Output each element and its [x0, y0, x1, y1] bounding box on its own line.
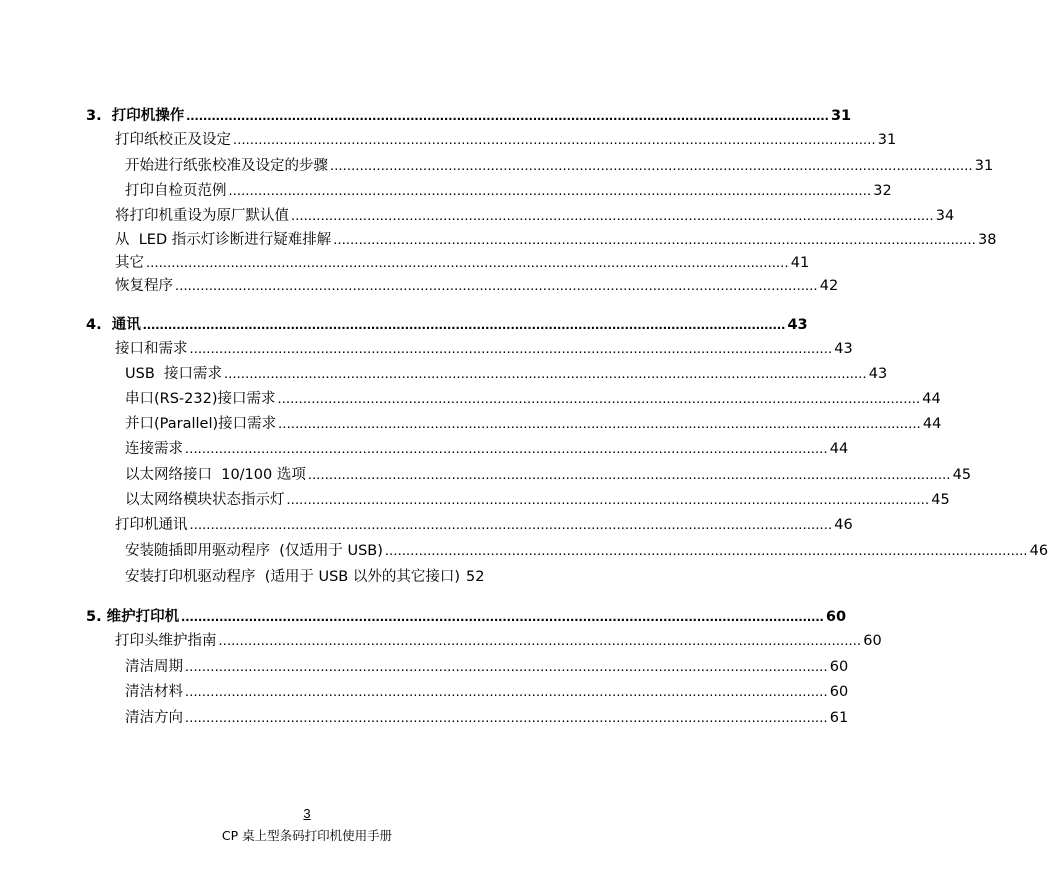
toc-entry[interactable] [0, 176, 892, 200]
toc-entry[interactable] [0, 409, 942, 433]
toc-entry-page: 60 [829, 659, 849, 675]
toc-entry[interactable] [0, 485, 950, 509]
toc-section-4[interactable] [0, 310, 808, 334]
toc-entry-title: 5. 维护打印机 [86, 609, 180, 625]
toc-leader-dots: ........................................................................................................................................................ [277, 391, 921, 407]
toc-entry-title: 将打印机重设为原厂默认值 [115, 208, 289, 224]
toc-entry-page: 52 [466, 569, 485, 585]
toc-entry[interactable] [0, 201, 955, 225]
toc-entry-title: 接口和需求 [115, 341, 188, 357]
toc-leader-dots: ........................................................................................................................................................ [185, 684, 828, 700]
toc-entry[interactable] [0, 125, 897, 149]
toc-leader-dots: ........................................................................................................................................................ [307, 467, 951, 483]
toc-leader-dots: ........................................................................................................................................................ [384, 543, 1028, 559]
toc-entry-page: 45 [952, 467, 972, 483]
toc-entry-page: 43 [834, 341, 853, 357]
toc-entry[interactable] [0, 248, 810, 272]
toc-entry[interactable] [0, 652, 849, 676]
toc-entry-page: 44 [922, 416, 942, 432]
toc-entry[interactable] [0, 626, 882, 650]
toc-entry-title: 打印纸校正及设定 [115, 132, 231, 148]
toc-entry[interactable] [0, 151, 994, 175]
toc-entry-title: 连接需求 [125, 441, 183, 457]
toc-entry-page: 42 [819, 278, 839, 294]
toc-entry-title: 安装随插即用驱动程序 (仅适用于 USB) [125, 543, 383, 559]
toc-entry-title: 并口(Parallel)接口需求 [125, 416, 277, 432]
toc-leader-dots: ........................................................................................................................................................ [185, 659, 828, 675]
toc-entry-title: 以太网络模块状态指示灯 [125, 492, 285, 508]
toc-entry-page: 43 [868, 366, 888, 382]
toc-entry-title: 恢复程序 [115, 278, 173, 294]
toc-entry[interactable] [0, 271, 839, 295]
toc-entry-page: 31 [974, 158, 994, 174]
toc-entry[interactable] [0, 562, 614, 586]
toc-entry-title: 打印头维护指南 [115, 633, 217, 649]
toc-leader-dots: ........................................................................................................................................................ [333, 232, 976, 248]
toc-leader-dots: ........................................................................................................................................................ [181, 609, 824, 625]
toc-entry-page: 46 [1029, 543, 1048, 559]
toc-leader-dots: ........................................................................................................................................................ [233, 132, 876, 148]
toc-entry-page: 41 [790, 255, 810, 271]
toc-entry[interactable] [0, 510, 853, 534]
manual-title: CP 桌上型条码打印机使用手册 [221, 828, 393, 843]
toc-entry-page: 32 [873, 183, 892, 199]
toc-entry[interactable] [0, 434, 849, 458]
toc-entry[interactable] [0, 334, 853, 358]
toc-entry-title: 以太网络接口 10/100 选项 [125, 467, 306, 483]
toc-leader-dots: ........................................................................................................................................................ [142, 317, 786, 333]
toc-entry-title: 4. 通讯 [86, 317, 141, 333]
toc-entry-page: 34 [935, 208, 955, 224]
toc-leader-dots: ........................................................................................................................................................ [218, 633, 862, 649]
toc-leader-dots: ........................................................................................................................................................ [278, 416, 921, 432]
toc-entry-page: 60 [863, 633, 882, 649]
toc-entry[interactable] [0, 677, 849, 701]
toc-entry-page: 43 [787, 317, 808, 333]
toc-entry-page: 45 [931, 492, 950, 508]
toc-entry-title: 从 LED 指示灯诊断进行疑难排解 [115, 232, 332, 248]
toc-entry-title: 打印机通讯 [115, 517, 188, 533]
toc-entry-title: 3. 打印机操作 [86, 108, 185, 124]
toc-leader-dots: ........................................................................................................................................................ [185, 441, 828, 457]
toc-entry-page: 44 [829, 441, 849, 457]
toc-leader-dots: ........................................................................................................................................................ [291, 208, 934, 224]
toc-entry-page: 60 [829, 684, 849, 700]
toc-entry[interactable] [0, 536, 1048, 560]
toc-entry-page: 46 [834, 517, 853, 533]
toc-entry-page: 38 [977, 232, 997, 248]
toc-leader-dots: ........................................................................................................................................................ [175, 278, 818, 294]
toc-leader-dots: ........................................................................................................................................................ [189, 517, 833, 533]
toc-leader-dots: ........................................................................................................................................................ [146, 255, 789, 271]
toc-entry[interactable] [0, 460, 972, 484]
toc-section-3[interactable] [0, 101, 852, 125]
toc-entry[interactable] [0, 359, 888, 383]
toc-leader-dots: ........................................................................................................................................................ [228, 183, 872, 199]
toc-entry-page: 31 [877, 132, 897, 148]
toc-entry-title: 清洁方向 [125, 710, 183, 726]
toc-entry-title: 其它 [115, 255, 144, 271]
toc-entry[interactable] [0, 225, 997, 249]
toc-entry-title: 打印自检页范例 [125, 183, 227, 199]
toc-entry[interactable] [0, 384, 941, 408]
toc-entry-page: 61 [829, 710, 849, 726]
toc-entry-title: 串口(RS-232)接口需求 [125, 391, 276, 407]
toc-leader-dots: ........................................................................................................................................................ [330, 158, 973, 174]
toc-entry-title: 清洁材料 [125, 684, 183, 700]
toc-entry[interactable] [0, 703, 849, 727]
toc-leader-dots: ........................................................................................................................................................ [189, 341, 833, 357]
toc-entry-page: 60 [825, 609, 847, 625]
toc-entry-page: 44 [922, 391, 941, 407]
toc-entry-title: 清洁周期 [125, 659, 183, 675]
page-number: 3 [303, 806, 311, 821]
toc-entry-title: 安装打印机驱动程序 (适用于 USB 以外的其它接口) [125, 569, 461, 585]
toc-leader-dots: ........................................................................................................................................................ [286, 492, 930, 508]
toc-entry-page: 31 [830, 108, 852, 124]
toc-entry-title: USB 接口需求 [125, 366, 222, 382]
toc-section-5[interactable] [0, 602, 847, 626]
toc-leader-dots: ........................................................................................................................................................ [185, 710, 828, 726]
toc-leader-dots: ........................................................................................................................................................ [223, 366, 867, 382]
toc-entry-title: 开始进行纸张校准及设定的步骤 [125, 158, 328, 174]
toc-leader-dots: ........................................................................................................................................................ [186, 108, 829, 124]
